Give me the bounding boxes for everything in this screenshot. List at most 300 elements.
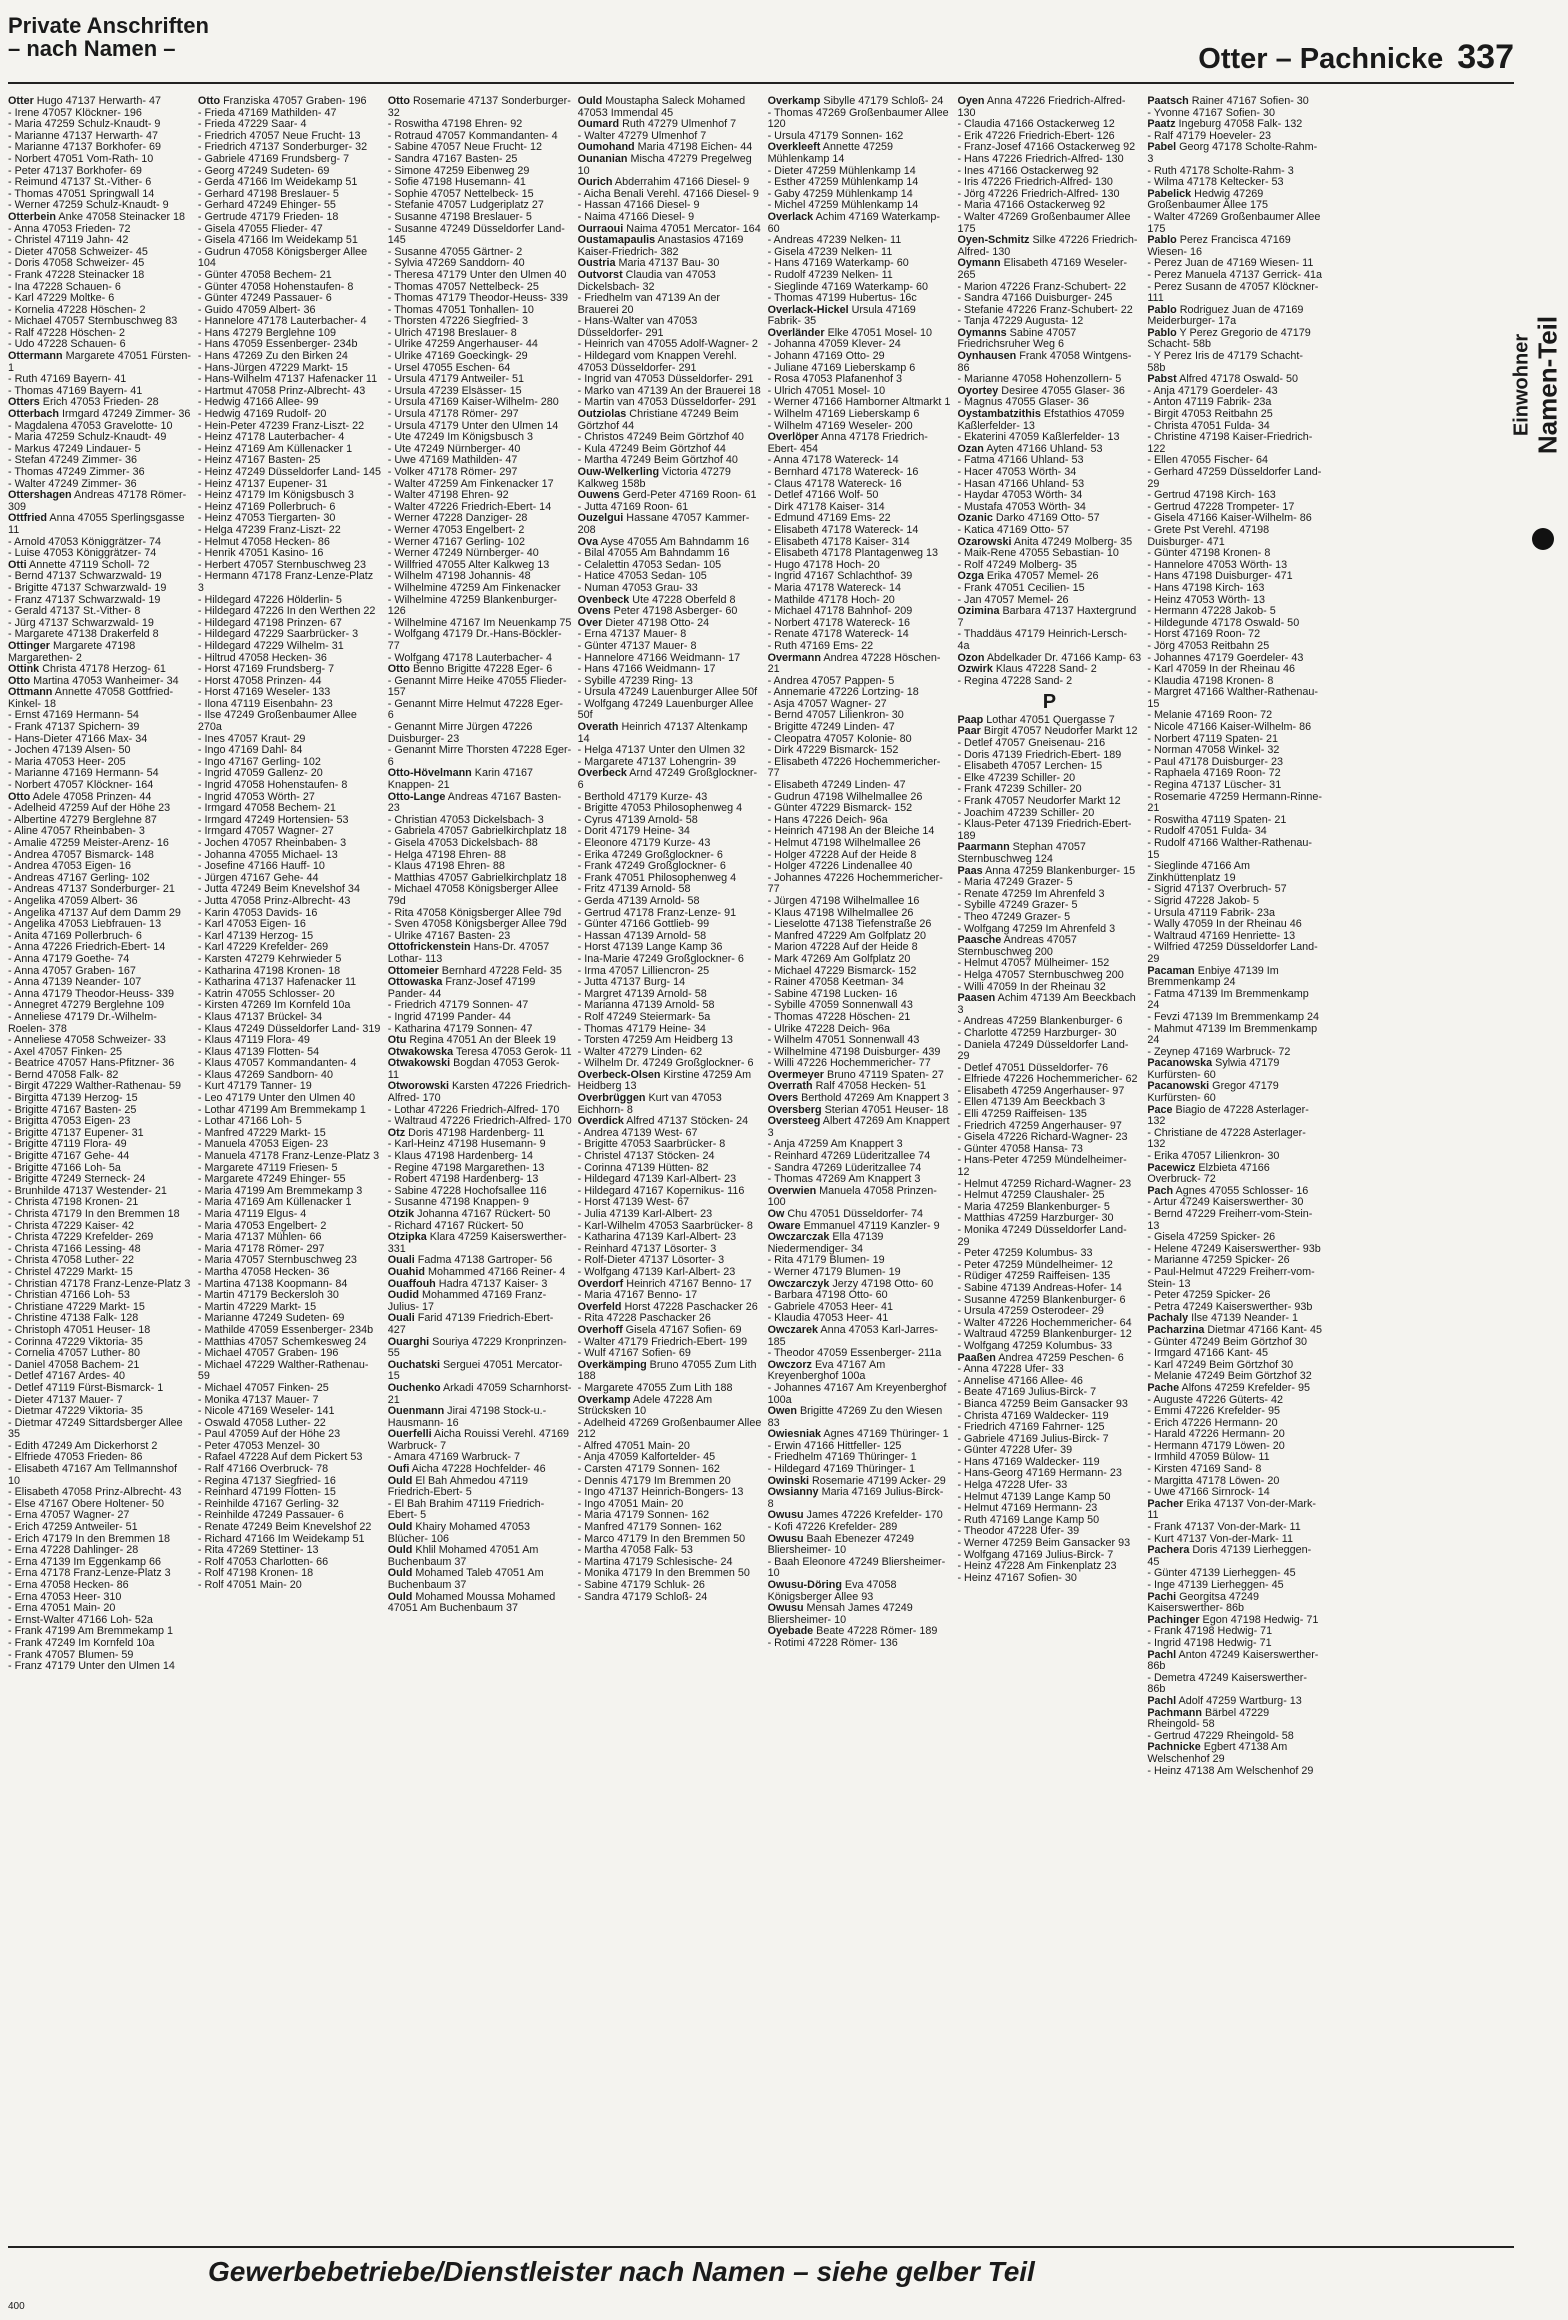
directory-entry: - Adelheid 47269 Großenbaumer Allee 212 bbox=[577, 1416, 762, 1441]
directory-entry: - El Bah Brahim 47119 Friedrich-Ebert- 5 bbox=[387, 1497, 545, 1522]
directory-entry: - Hedwig 47166 Allee- 99 bbox=[197, 396, 319, 409]
directory-entry: - Maria 47166 Ostackerweg 92 bbox=[957, 199, 1106, 212]
directory-entry: Ozanic Darko 47169 Otto- 57 bbox=[957, 512, 1100, 525]
directory-entry: - Gerda 47166 Im Weidekamp 51 bbox=[197, 176, 358, 189]
directory-entry: - Ursula 47259 Osterodeer- 29 bbox=[957, 1305, 1104, 1318]
directory-entry: Pachl Anton 47249 Kaiserswerther- 86b bbox=[1147, 1648, 1319, 1673]
directory-entry: Overkleeft Annette 47259 Mühlenkamp 14 bbox=[767, 141, 894, 165]
directory-entry: Ottowaska Franz-Josef 47199 Pander- 44 bbox=[387, 976, 536, 1000]
directory-entry: - Nicole 47169 Weseler- 141 bbox=[197, 1405, 335, 1418]
directory-entry: - Helmut 47259 Claushaler- 25 bbox=[957, 1189, 1105, 1202]
directory-entry: Otz Doris 47198 Hardenberg- 11 bbox=[387, 1126, 545, 1139]
directory-entry: - Waltraud 47259 Blankenburger- 12 bbox=[957, 1328, 1132, 1341]
directory-entry: - Hans 47279 Berglehne 109 bbox=[197, 326, 336, 339]
directory-entry: - Andrea 47057 Bismarck- 148 bbox=[8, 848, 154, 861]
directory-entry: - Kornelia 47228 Höschen- 2 bbox=[8, 303, 146, 316]
directory-entry: - Mathilde 47059 Essenberger- 234b bbox=[197, 1323, 374, 1336]
directory-entry: - Andreas 47259 Blankenburger- 6 bbox=[957, 1015, 1123, 1028]
directory-entry: - Michael 47229 Bismarck- 152 bbox=[767, 964, 917, 977]
directory-entry: - Cornelia 47057 Luther- 80 bbox=[8, 1347, 141, 1360]
directory-entry: - Maria 47119 Elgus- 4 bbox=[197, 1208, 307, 1220]
directory-entry: Owinski Rosemarie 47199 Acker- 29 bbox=[767, 1474, 946, 1487]
footer-rule bbox=[8, 2246, 1514, 2248]
directory-entry: - Petra 47249 Kaiserswerther- 93b bbox=[1147, 1300, 1313, 1313]
directory-entry: - Werner 47166 Hamborner Altmarkt 1 bbox=[767, 396, 951, 409]
directory-entry: Overbeck-Olsen Kirstine 47259 Am Heidberg 13 bbox=[577, 1068, 752, 1093]
directory-entry: Oversberg Sterian 47051 Heuser- 18 bbox=[767, 1103, 949, 1116]
directory-entry: - Anna 47178 Watereck- 14 bbox=[767, 454, 899, 467]
directory-entry: - Gisela 47166 Im Weidekamp 51 bbox=[197, 234, 358, 247]
directory-entry: Paatz Ingeburg 47058 Falk- 132 bbox=[1147, 118, 1303, 131]
directory-entry: Ozarowski Anita 47249 Molberg- 35 bbox=[957, 535, 1133, 548]
directory-entry: - Matthias 47259 Harzburger- 30 bbox=[957, 1212, 1114, 1225]
directory-entry: - Friedrich 47057 Neue Frucht- 13 bbox=[197, 129, 361, 142]
directory-entry: - Christian 47178 Franz-Lenze-Platz 3 bbox=[8, 1277, 191, 1290]
directory-entry: - Katharina 47139 Karl-Albert- 23 bbox=[577, 1231, 737, 1244]
directory-entry: Ottershagen Andreas 47178 Römer- 309 bbox=[8, 489, 187, 513]
directory-entry: - Helga 47198 Ehren- 88 bbox=[387, 848, 507, 861]
directory-entry: - Ursel 47055 Eschen- 64 bbox=[387, 361, 511, 374]
directory-entry: - Johannes 47167 Am Kreyenberghof 100a bbox=[767, 1381, 947, 1406]
directory-entry: - Anna 47057 Graben- 167 bbox=[8, 964, 136, 977]
directory-entry: - Horst 47169 Weseler- 133 bbox=[197, 686, 331, 699]
directory-entry: Overfeld Horst 47228 Paschacker 26 bbox=[577, 1300, 758, 1313]
directory-entry: - Gerhard 47249 Ehinger- 55 bbox=[197, 199, 336, 212]
directory-entry: - Günter 47139 Lierheggen- 45 bbox=[1147, 1567, 1296, 1580]
directory-entry: - Thomas 47179 Heine- 34 bbox=[577, 1022, 706, 1035]
header-title: Private Anschriften bbox=[8, 13, 209, 38]
directory-entry: - Fatma 47139 Im Bremmenkamp 24 bbox=[1147, 987, 1309, 1012]
directory-entry: - Hassan 47139 Arnold- 58 bbox=[577, 929, 707, 942]
directory-entry: - Anita 47169 Pollerbruch- 6 bbox=[8, 929, 142, 942]
directory-entry: - Manfred 47179 Sonnen- 162 bbox=[577, 1521, 722, 1534]
directory-entry: Ow Chu 47051 Düsseldorfer- 74 bbox=[767, 1208, 924, 1220]
directory-entry: Oumard Ruth 47279 Ulmenhof 7 bbox=[577, 118, 737, 131]
directory-entry: Owusu-Döring Eva 47058 Königsberger Allee 93 bbox=[767, 1579, 897, 1603]
section-tab-line1: Einwohner bbox=[1510, 333, 1533, 437]
directory-entry: Ottinger Margarete 47198 Margarethen- 2 bbox=[8, 639, 136, 664]
directory-entry: - Karin 47053 Davids- 16 bbox=[197, 906, 318, 919]
directory-entry: Overlack Achim 47169 Waterkamp- 60 bbox=[767, 210, 941, 235]
directory-entry: - Detlef 47057 Gneisenau- 216 bbox=[957, 737, 1106, 750]
directory-entry: - Hildegard 47198 Prinzen- 67 bbox=[197, 616, 342, 629]
directory-entry: - Martin 47179 Beckersloh 30 bbox=[197, 1289, 339, 1302]
directory-entry: - Andrea 47053 Eigen- 16 bbox=[8, 860, 132, 873]
directory-entry: - Guido 47059 Albert- 36 bbox=[197, 303, 316, 316]
directory-entry: - Michel 47259 Mühlenkamp 14 bbox=[767, 199, 919, 212]
directory-entry: Oyen-Schmitz Silke 47226 Friedrich-Alfred- 130 bbox=[957, 234, 1138, 258]
directory-entry: - Heinz 47249 Düsseldorfer Land- 145 bbox=[197, 466, 381, 478]
directory-entry: - Klaus 47057 Kommandanten- 4 bbox=[197, 1057, 357, 1070]
directory-entry: - Walter 47226 Hochemmericher- 64 bbox=[957, 1316, 1132, 1329]
directory-entry: - Ilona 47119 Eisenbahn- 23 bbox=[197, 697, 333, 710]
directory-entry: - Fritz 47139 Arnold- 58 bbox=[577, 883, 691, 896]
name-range: Otter – Pachnicke bbox=[1198, 43, 1444, 75]
directory-entry: Owsianny Maria 47169 Julius-Birck- 8 bbox=[767, 1486, 944, 1510]
directory-entry: - Susanne 47249 Düsseldorfer Land- 145 bbox=[387, 222, 565, 247]
directory-entry: - Albertine 47279 Berglehne 87 bbox=[8, 813, 157, 826]
directory-entry: - Zeynep 47169 Warbruck- 72 bbox=[1147, 1045, 1291, 1058]
directory-entry: - Heinz 47178 Lauterbacher- 4 bbox=[197, 431, 345, 444]
directory-entry: - Ingrid 47199 Pander- 44 bbox=[387, 1010, 511, 1023]
directory-entry: - Berthold 47179 Kurze- 43 bbox=[577, 790, 708, 803]
directory-entry: - Ursula 47178 Römer- 297 bbox=[387, 408, 519, 421]
directory-entry: - Klaus-Peter 47139 Friedrich-Ebert- 189 bbox=[957, 818, 1132, 842]
directory-entry: - Beatrice 47057 Hans-Pfitzner- 36 bbox=[8, 1057, 175, 1070]
directory-entry: - Johannes 47226 Hochemmericher- 77 bbox=[767, 871, 943, 896]
directory-entry: - Johann 47169 Otto- 29 bbox=[767, 350, 885, 363]
directory-entry: - Sofie 47198 Husemann- 41 bbox=[387, 176, 526, 189]
directory-entry: - Hans 47166 Weidmann- 17 bbox=[577, 663, 716, 676]
directory-entry: - Heinz 47138 Am Welschenhof 29 bbox=[1147, 1764, 1314, 1777]
directory-entry: - Alfred 47051 Main- 20 bbox=[577, 1439, 690, 1452]
directory-entry: - Dirk 47229 Bismarck- 152 bbox=[767, 744, 899, 757]
directory-entry: Ovens Peter 47198 Asberger- 60 bbox=[577, 605, 738, 618]
directory-entry: - Ute 47249 Im Königsbusch 3 bbox=[387, 431, 534, 444]
directory-entry: - Renate 47259 Im Ahrenfeld 3 bbox=[957, 887, 1105, 900]
directory-entry: - Andreas 47137 Sonderburger- 21 bbox=[8, 883, 175, 896]
directory-entry: - Maria 47053 Engelbert- 2 bbox=[197, 1219, 327, 1232]
directory-entry: - Walter 47259 Am Finkenacker 17 bbox=[387, 477, 554, 490]
directory-entry: Oversteeg Albert 47269 Am Knappert 3 bbox=[767, 1115, 950, 1139]
directory-entry: Outvorst Claudia van 47053 Dickelsbach- 32 bbox=[577, 268, 716, 293]
directory-entry: Ouerfelli Aicha Rouissi Verehl. 47169 Warbruck- 7 bbox=[387, 1428, 570, 1452]
directory-entry: - Wilhelmine 47259 Am Finkenacker bbox=[387, 581, 561, 594]
directory-entry: - Hildegard 47169 Thüringer- 1 bbox=[767, 1463, 916, 1476]
directory-entry: Over Dieter 47198 Otto- 24 bbox=[577, 616, 710, 629]
directory-entry: - Martin van 47053 Düsseldorfer- 291 bbox=[577, 396, 757, 409]
directory-entry: - Waltraud 47226 Friedrich-Alfred- 170 bbox=[387, 1115, 572, 1128]
directory-entry: - Helmut 47169 Hermann- 23 bbox=[957, 1502, 1098, 1515]
directory-entry: - Annegret 47279 Berglehne 109 bbox=[8, 999, 165, 1012]
directory-entry: - Helmut 47198 Wilhelmallee 26 bbox=[767, 837, 921, 849]
directory-entry: - Brigitte 47119 Flora- 49 bbox=[8, 1138, 127, 1151]
directory-entry: - Erich 47226 Hermann- 20 bbox=[1147, 1416, 1278, 1429]
directory-entry: - Karl 47229 Krefelder- 269 bbox=[197, 941, 329, 954]
directory-entry: - Michael 47057 Finken- 25 bbox=[197, 1381, 329, 1394]
directory-entry: Overwien Manuela 47058 Prinzen- 100 bbox=[767, 1184, 937, 1209]
directory-entry: Otwakowska Teresa 47053 Gerok- 11 bbox=[387, 1045, 572, 1058]
directory-entry: - Hans-Georg 47169 Hermann- 23 bbox=[957, 1467, 1122, 1480]
directory-entry: Paasche Andreas 47057 Sternbuschweg 200 bbox=[957, 934, 1077, 958]
directory-entry: - Gisela 47226 Richard-Wagner- 23 bbox=[957, 1131, 1128, 1144]
directory-entry: - Irma 47057 Lilliencron- 25 bbox=[577, 964, 710, 977]
directory-entry: - Norbert 47119 Spaten- 21 bbox=[1147, 732, 1278, 745]
directory-entry: Overmann Andrea 47228 Höschen- 21 bbox=[767, 651, 941, 676]
directory-entry: - Maria 47178 Watereck- 14 bbox=[767, 581, 901, 594]
directory-entry: - Dieter 47259 Mühlenkamp 14 bbox=[767, 164, 916, 177]
directory-entry: - Theodor 47228 Ufer- 39 bbox=[957, 1525, 1080, 1538]
directory-entry: - Regina 47137 Siegfried- 16 bbox=[197, 1474, 336, 1487]
directory-entry: - Erich 47259 Antweiler- 51 bbox=[8, 1521, 138, 1534]
directory-entry: - Ina 47228 Schauen- 6 bbox=[8, 280, 121, 293]
directory-entry: - Thaddäus 47179 Heinrich-Lersch- 4a bbox=[957, 628, 1128, 652]
directory-entry: - Bernd 47137 Schwarzwald- 19 bbox=[8, 570, 162, 583]
directory-entry: - Martha 47058 Falk- 53 bbox=[577, 1544, 693, 1557]
directory-entry: - Birgit 47053 Reitbahn 25 bbox=[1147, 408, 1273, 421]
directory-entry: Otterbein Anke 47058 Steinacker 18 bbox=[8, 210, 186, 223]
directory-entry: - Brigitte 47053 Philosophenweg 4 bbox=[577, 802, 743, 815]
directory-entry: Pach Agnes 47055 Schlosser- 16 bbox=[1147, 1184, 1309, 1197]
directory-entry: - Irmgard 47249 Hortensien- 53 bbox=[197, 813, 349, 826]
directory-entry: Owczorz Eva 47167 Am Kreyenberghof 100a bbox=[767, 1358, 886, 1383]
directory-entry: Overdick Alfred 47137 Stöcken- 24 bbox=[577, 1115, 749, 1128]
directory-entry: - Marianne 47169 Hermann- 54 bbox=[8, 767, 159, 780]
directory-entry: - Dieter 47058 Schweizer- 45 bbox=[8, 245, 148, 258]
directory-entry: - Inge 47139 Lierheggen- 45 bbox=[1147, 1579, 1284, 1591]
directory-entry: - Frieda 47229 Saar- 4 bbox=[197, 118, 307, 131]
directory-entry: Oymanns Sabine 47057 Friedrichsruher Weg 6 bbox=[957, 326, 1077, 351]
directory-entry: - Friedrich 47179 Sonnen- 47 bbox=[387, 999, 529, 1012]
directory-entry: - Helene 47249 Kaiserswerther- 93b bbox=[1147, 1242, 1321, 1255]
directory-entry: - Wilhelmine 47259 Blankenburger- 126 bbox=[387, 593, 558, 618]
directory-entry: - Robert 47198 Hardenberg- 13 bbox=[387, 1173, 539, 1186]
directory-entry: - Monika 47137 Mauer- 7 bbox=[197, 1393, 319, 1406]
directory-entry: - Wolfgang 47178 Lauterbacher- 4 bbox=[387, 651, 553, 664]
directory-entry: - Annemarie 47226 Lortzing- 18 bbox=[767, 686, 919, 699]
directory-entry: - Erna 47057 Wagner- 27 bbox=[8, 1509, 130, 1522]
directory-entry: - Marianna 47139 Arnold- 58 bbox=[577, 999, 715, 1012]
directory-entry: - Christel 47229 Markt- 15 bbox=[8, 1265, 133, 1278]
directory-entry: - Klaus 47198 Wilhelmallee 26 bbox=[767, 906, 914, 919]
directory-entry: - Sieglinde 47166 Am Zinkhüttenplatz 19 bbox=[1147, 860, 1250, 884]
directory-entry: - Katica 47169 Otto- 57 bbox=[957, 523, 1070, 536]
directory-entry: - Helmut 47058 Hecken- 86 bbox=[197, 535, 330, 548]
directory-entry: - Sybille 47249 Grazer- 5 bbox=[957, 899, 1078, 912]
directory-entry: - Heinrich 47198 An der Bleiche 14 bbox=[767, 825, 935, 838]
directory-entry: - Christa 47058 Luther- 22 bbox=[8, 1254, 135, 1267]
directory-entry: - Sieglinde 47169 Waterkamp- 60 bbox=[767, 280, 929, 293]
directory-entry: - Johanna 47055 Michael- 13 bbox=[197, 848, 338, 861]
directory-entry: - Hildegard 47139 Karl-Albert- 23 bbox=[577, 1173, 737, 1186]
directory-entry: - Gerda 47139 Arnold- 58 bbox=[577, 894, 700, 907]
directory-column bbox=[578, 96, 762, 2236]
directory-entry: - Willi 47226 Hochemmericher- 77 bbox=[767, 1057, 931, 1070]
directory-entry: - Dieter 47137 Mauer- 7 bbox=[8, 1393, 123, 1406]
directory-entry: - Henrik 47051 Kasino- 16 bbox=[197, 547, 324, 560]
directory-entry: - Anna 47226 Friedrich-Ebert- 14 bbox=[8, 941, 166, 954]
directory-entry: - Numan 47053 Grau- 33 bbox=[577, 581, 698, 594]
directory-entry: - Frank 47057 Blumen- 59 bbox=[8, 1648, 134, 1661]
directory-entry: - Bilal 47055 Am Bahndamm 16 bbox=[577, 547, 730, 560]
directory-entry: Ouw-Welkerling Victoria 47279 Kalkweg 158b bbox=[577, 466, 731, 490]
directory-entry: - Hannelore 47166 Weidmann- 17 bbox=[577, 651, 741, 664]
directory-entry: - Friedhelm van 47139 An der Brauerei 20 bbox=[577, 292, 720, 316]
directory-entry: - Werner 47259 Beim Gansacker 93 bbox=[957, 1537, 1131, 1550]
directory-entry: - Heinz 47167 Basten- 25 bbox=[197, 454, 321, 467]
directory-entry: - Ursula 47249 Lauenburger Allee 50f bbox=[577, 686, 758, 699]
directory-entry: - Franz 47179 Unter den Ulmen 14 bbox=[8, 1660, 175, 1673]
directory-entry: - Edith 47249 Am Dickerhorst 2 bbox=[8, 1439, 158, 1452]
directory-entry: - Regine 47198 Margarethen- 13 bbox=[387, 1161, 545, 1174]
directory-entry: - Walter 47249 Zimmer- 36 bbox=[8, 477, 137, 490]
directory-entry: - Juliane 47169 Lieberskamp 6 bbox=[767, 361, 916, 374]
directory-entry: - Christa 47229 Krefelder- 269 bbox=[8, 1231, 154, 1244]
directory-entry: - Horst 47139 West- 67 bbox=[577, 1196, 690, 1209]
directory-entry: - Rudolf 47166 Walther-Rathenau- 15 bbox=[1147, 837, 1312, 861]
directory-entry: - Jutta 47137 Burg- 14 bbox=[577, 976, 686, 989]
directory-entry: - Günter 47228 Ufer- 39 bbox=[957, 1444, 1073, 1457]
footer-note: Gewerbebetriebe/Dienstleister nach Namen – siehe gelber Teil bbox=[208, 2256, 1035, 2287]
directory-entry: - Christel 47137 Stöcken- 24 bbox=[577, 1150, 715, 1163]
directory-entry: Overdorf Heinrich 47167 Benno- 17 bbox=[577, 1277, 752, 1290]
directory-entry: - Frank 47228 Steinacker 18 bbox=[8, 268, 145, 281]
directory-entry: - Kofi 47226 Krefelder- 289 bbox=[767, 1521, 898, 1534]
directory-entry: Otter Hugo 47137 Herwarth- 47 bbox=[8, 96, 162, 107]
directory-entry: Otu Regina 47051 An der Bleek 19 bbox=[387, 1034, 556, 1047]
directory-entry: - Elisabeth 47178 Plantagenweg 13 bbox=[767, 547, 939, 560]
directory-entry: - Ingo 47169 Dahl- 84 bbox=[197, 744, 303, 757]
directory-entry: - Annelise 47166 Allee- 46 bbox=[957, 1374, 1083, 1387]
directory-entry: - Maria 47179 Sonnen- 162 bbox=[577, 1509, 710, 1522]
directory-entry: - Matthias 47057 Gabrielkirchplatz 18 bbox=[387, 871, 567, 884]
directory-entry: Ounanian Mischa 47279 Pregelweg 10 bbox=[577, 152, 752, 177]
directory-column bbox=[8, 96, 192, 2236]
directory-entry: - Margret 47139 Arnold- 58 bbox=[577, 987, 707, 1000]
directory-entry: Ova Ayse 47055 Am Bahndamm 16 bbox=[577, 535, 750, 548]
directory-entry: Ourich Abderrahim 47166 Diesel- 9 bbox=[577, 176, 750, 189]
directory-entry: - Andrea 47139 West- 67 bbox=[577, 1126, 698, 1139]
directory-entry: - Klaus 47137 Brückel- 34 bbox=[197, 1010, 323, 1023]
directory-entry: - Michael 47229 Walther-Rathenau- 59 bbox=[197, 1358, 369, 1383]
directory-entry: - Richard 47166 Im Weidekamp 51 bbox=[197, 1532, 365, 1545]
directory-entry: - Maria 47259 Schulz-Knaudt- 49 bbox=[8, 431, 167, 444]
directory-entry: - Martin 47229 Markt- 15 bbox=[197, 1300, 317, 1313]
header-rule bbox=[8, 82, 1514, 84]
directory-entry: - Paul 47178 Duisburger- 23 bbox=[1147, 755, 1283, 768]
directory-entry: Paar Birgit 47057 Neudorfer Markt 12 bbox=[957, 725, 1138, 738]
directory-entry: - Hein-Peter 47239 Franz-Liszt- 22 bbox=[197, 419, 365, 432]
directory-entry: - Günter 47166 Gottlieb- 99 bbox=[577, 918, 710, 931]
directory-entry: - Auguste 47226 Güterts- 42 bbox=[1147, 1393, 1283, 1406]
directory-entry: Ozon Abdelkader Dr. 47166 Kamp- 63 bbox=[957, 651, 1142, 664]
directory-entry: - Wulf 47167 Sofien- 69 bbox=[577, 1347, 691, 1360]
directory-entry: - Hasan 47166 Uhland- 53 bbox=[957, 477, 1085, 490]
directory-entry: Oyortey Desiree 47055 Glaser- 36 bbox=[957, 384, 1125, 397]
directory-entry: - Angelika 47059 Albert- 36 bbox=[8, 894, 138, 907]
directory-entry: - Karsten 47279 Kehrwieder 5 bbox=[197, 952, 342, 965]
directory-entry: - Simone 47259 Eibenweg 29 bbox=[387, 164, 530, 177]
directory-entry: - Klaus 47198 Hardenberg- 14 bbox=[387, 1150, 534, 1163]
directory-entry: - Wolfgang 47169 Julius-Birck- 7 bbox=[957, 1548, 1114, 1561]
directory-entry: - Wolfgang 47179 Dr.-Hans-Böckler- 77 bbox=[387, 628, 562, 652]
directory-entry: - Anna 47053 Frieden- 72 bbox=[8, 222, 131, 235]
directory-entry: - Günter 47249 Beim Görtzhof 30 bbox=[1147, 1335, 1307, 1348]
directory-entry: - Hermann 47228 Jakob- 5 bbox=[1147, 605, 1276, 618]
directory-entry: - Walter 47226 Friedrich-Ebert- 14 bbox=[387, 500, 552, 513]
directory-entry: Otterbach Irmgard 47249 Zimmer- 36 bbox=[8, 408, 191, 421]
directory-entry: - Michael 47057 Sternbuschweg 83 bbox=[8, 315, 178, 328]
directory-entry: - Ekaterini 47059 Kaßlerfelder- 13 bbox=[957, 431, 1120, 444]
directory-entry: - Christoph 47051 Heuser- 18 bbox=[8, 1323, 151, 1336]
directory-entry: - Franz 47137 Schwarzwald- 19 bbox=[8, 593, 161, 606]
directory-entry: - Norbert 47051 Vom-Rath- 10 bbox=[8, 152, 154, 165]
directory-entry: - Gerhard 47198 Breslauer- 5 bbox=[197, 187, 339, 200]
directory-entry: - Rita 47179 Blumen- 19 bbox=[767, 1254, 885, 1267]
directory-entry: - Gisela 47259 Spicker- 26 bbox=[1147, 1231, 1276, 1244]
directory-entry: Overhoff Gisela 47167 Sofien- 69 bbox=[577, 1323, 742, 1336]
directory-entry: - Daniel 47058 Bachem- 21 bbox=[8, 1358, 140, 1371]
directory-entry: - Michael 47058 Königsberger Allee 79d bbox=[387, 883, 559, 907]
directory-entry: - Sigrid 47228 Jakob- 5 bbox=[1147, 894, 1259, 907]
directory-entry: - Baah Eleonore 47249 Bliersheimer- 10 bbox=[767, 1555, 946, 1580]
directory-entry: - Theo 47249 Grazer- 5 bbox=[957, 910, 1071, 923]
directory-entry: - Ingo 47167 Gerling- 102 bbox=[197, 755, 321, 768]
directory-entry: - Cleopatra 47057 Kolonie- 80 bbox=[767, 732, 912, 745]
directory-entry: - Wolfgang 47259 Im Ahrenfeld 3 bbox=[957, 922, 1116, 935]
directory-entry: - Erna 47051 Main- 20 bbox=[8, 1602, 116, 1615]
directory-entry: - Thorsten 47226 Siegfried- 3 bbox=[387, 315, 529, 328]
directory-entry: - Margarete 47137 Lohengrin- 39 bbox=[577, 755, 737, 768]
directory-entry: - Marianne 47137 Borkhofer- 69 bbox=[8, 141, 162, 154]
directory-entry: Outziolas Christiane 47249 Beim Görtzhof 44 bbox=[577, 408, 739, 432]
directory-entry: - Erna 47228 Dahlinger- 28 bbox=[8, 1544, 139, 1557]
directory-entry: - Celalettin 47053 Sedan- 105 bbox=[577, 558, 722, 571]
directory-entry: - Klaus 47198 Ehren- 88 bbox=[387, 860, 505, 873]
directory-entry: - Sven 47058 Königsberger Allee 79d bbox=[387, 918, 567, 931]
directory-entry: - Norbert 47178 Watereck- 16 bbox=[767, 616, 910, 629]
directory-entry: Pachnicke Egbert 47138 Am Welschenhof 29 bbox=[1147, 1741, 1288, 1765]
directory-entry: - Uwe 47166 Sirnrock- 14 bbox=[1147, 1486, 1270, 1499]
directory-entry: - Thomas 47199 Hubertus- 16c bbox=[767, 292, 917, 305]
directory-column bbox=[768, 96, 952, 2236]
directory-entry: - Manfred 47229 Markt- 15 bbox=[197, 1126, 326, 1139]
directory-entry: - Brigitte 47053 Saarbrücker- 8 bbox=[577, 1138, 726, 1151]
directory-entry: - Norman 47058 Winkel- 32 bbox=[1147, 744, 1280, 757]
directory-entry: - Grete Pst Verehl. 47198 Duisburger- 471 bbox=[1147, 523, 1270, 548]
directory-entry: - Rainer 47058 Keetman- 34 bbox=[767, 976, 904, 989]
directory-entry: - Demetra 47249 Kaiserswerther- 86b bbox=[1147, 1671, 1307, 1696]
directory-entry: - Maik-Rene 47055 Sebastian- 10 bbox=[957, 547, 1119, 560]
directory-entry: - Ulrike 47228 Deich- 96a bbox=[767, 1022, 890, 1035]
directory-entry: - Uwe 47169 Mathilden- 47 bbox=[387, 454, 518, 467]
directory-entry: Otto Adele 47058 Prinzen- 44 bbox=[8, 790, 152, 803]
directory-entry: Ouali Fadma 47138 Gartroper- 56 bbox=[387, 1254, 553, 1267]
directory-entry: - Dennis 47179 Im Bremmen 20 bbox=[577, 1474, 731, 1487]
directory-entry: - Luise 47053 Königgrätzer- 74 bbox=[8, 547, 157, 560]
directory-entry: - Genannt Mirre Helmut 47228 Eger- 6 bbox=[387, 697, 564, 722]
directory-entry: - Christos 47249 Beim Görtzhof 40 bbox=[577, 431, 744, 444]
directory-entry: - Jürgen 47198 Wilhelmallee 16 bbox=[767, 894, 920, 907]
directory-entry: - Margarete 47138 Drakerfeld 8 bbox=[8, 628, 159, 641]
directory-entry: - Bernhard 47178 Watereck- 16 bbox=[767, 466, 919, 478]
directory-entry: - Manuela 47053 Eigen- 23 bbox=[197, 1138, 329, 1151]
directory-entry: - Sigrid 47137 Overbruch- 57 bbox=[1147, 883, 1287, 896]
directory-entry: - Rosa 47053 Plafanenhof 3 bbox=[767, 373, 903, 386]
directory-entry: - Brigitte 47249 Linden- 47 bbox=[767, 721, 895, 734]
directory-entry: - Yvonne 47167 Sofien- 30 bbox=[1147, 106, 1276, 119]
directory-entry: - Barbara 47198 Otto- 60 bbox=[767, 1289, 888, 1302]
directory-entry: - Josefine 47166 Hauff- 10 bbox=[197, 860, 325, 873]
directory-entry: - Rita 47058 Königsberger Allee 79d bbox=[387, 906, 562, 919]
directory-entry: - Frank 47057 Neudorfer Markt 12 bbox=[957, 795, 1121, 808]
directory-entry: - Erwin 47166 Hittfeller- 125 bbox=[767, 1439, 902, 1452]
directory-entry: - Rolf 47249 Molberg- 35 bbox=[957, 558, 1077, 571]
directory-entry: - Ralf 47179 Hoeveler- 23 bbox=[1147, 129, 1271, 142]
directory-entry: - Anna 47179 Theodor-Heuss- 339 bbox=[8, 987, 175, 1000]
directory-entry: - Hannelore 47053 Wörth- 13 bbox=[1147, 558, 1288, 571]
directory-entry: - Heinz 47228 Am Finkenplatz 23 bbox=[957, 1560, 1117, 1573]
directory-entry: - Raphaela 47169 Roon- 72 bbox=[1147, 767, 1281, 780]
directory-entry: - Mathilde 47178 Hoch- 20 bbox=[767, 593, 895, 606]
directory-entry: Ouchenko Arkadi 47059 Scharnhorst- 21 bbox=[387, 1381, 572, 1406]
directory-entry: - Ursula 47119 Fabrik- 23a bbox=[1147, 906, 1275, 919]
directory-entry: - Regina 47228 Sand- 2 bbox=[957, 674, 1073, 687]
directory-entry: - Charlotte 47259 Harzburger- 30 bbox=[957, 1026, 1117, 1039]
directory-entry: - Rudolf 47051 Fulda- 34 bbox=[1147, 825, 1267, 838]
directory-entry: - Walter 47279 Ulmenhof 7 bbox=[577, 129, 707, 142]
directory-entry: - Martha 47058 Hecken- 36 bbox=[197, 1265, 330, 1278]
